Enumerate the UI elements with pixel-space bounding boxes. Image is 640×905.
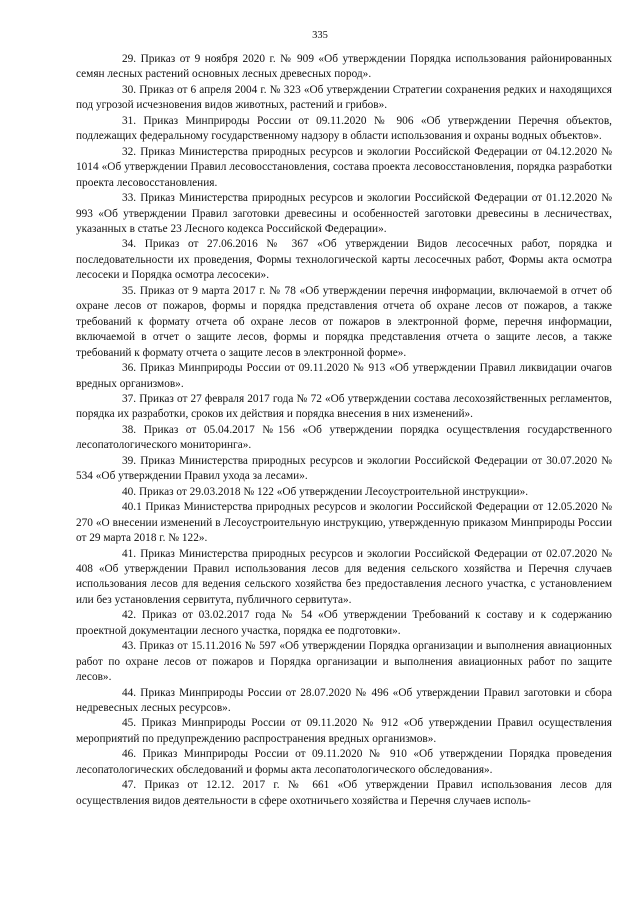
list-item: 34. Приказ от 27.06.2016 № 367 «Об утверждении Видов лесосечных работ, порядка и последовательности их проведения, Формы технологической карты лесосечных работ, Формы акта осмотра лесосеки и Порядка осмотра лесосеки». (76, 238, 612, 282)
list-item: 29. Приказ от 9 ноября 2020 г. № 909 «Об утверждении Порядка использования районированных семян лесных растений основных лесных древесных пород». (76, 53, 612, 81)
list-item: 47. Приказ от 12.12. 2017 г. № 661 «Об утверждении Правил использования лесов для осуществления видов деятельности в сфере охотничьего хозяйства и Перечня случаев исполь- (76, 779, 612, 807)
list-item: 30. Приказ от 6 апреля 2004 г. № 323 «Об утверждении Стратегии сохранения редких и находящихся под угрозой исчезновения видов животных, растений и грибов». (76, 83, 612, 112)
list-item: 45. Приказ Минприроды России от 09.11.2020 № 912 «Об утверждении Правил осуществления мероприятий по предупреждению распространения вредных организмов». (76, 717, 612, 745)
list-item: 39. Приказ Министерства природных ресурсов и экологии Российской Федерации от 30.07.2020 № 534 «Об утверждении Правил ухода за лесами». (76, 454, 612, 483)
document-body (76, 52, 612, 809)
list-item: 38. Приказ от 05.04.2017 №156 «Об утверждении порядка осуществления государственного лесопатологического мониторинга». (76, 423, 612, 452)
list-item: 44. Приказ Минприроды России от 28.07.2020 № 496 «Об утверждении Правил заготовки и сбора недревесных лесных ресурсов». (76, 686, 612, 715)
list-item: 35. Приказ от 9 марта 2017 г. № 78 «Об утверждении перечня информации, включаемой в отчет об охране лесов от пожаров, формы и порядка представления отчета об охране лесов от пожаров, а также требований к формату отчета об охране лесов от пожаров в электронной форме, перечня информации, включаемой в отчет о защите лесов, формы и порядка представления отчета о защите лесов, а также требований к формату отчета о защите лесов в электронной форме». (76, 284, 612, 359)
list-item: 36. Приказ Минприроды России от 09.11.2020 № 913 «Об утверждении Правил ликвидации очагов вредных организмов». (76, 362, 612, 390)
list-item: 32. Приказ Министерства природных ресурсов и экологии Российской Федерации от 04.12.2020 № 1014 «Об утверждении Правил лесовосстановления, состава проекта лесовосстановления, порядка разработки проекта лесовосстановления. (76, 145, 612, 189)
list-item: 37. Приказ от 27 февраля 2017 года № 72 «Об утверждении состава лесохозяйственных регламентов, порядка их разработки, сроков их действия и порядка внесения в них изменений». (76, 392, 612, 421)
list-item: 31. Приказ Минприроды России от 09.11.2020 № 906 «Об утверждении Перечня объектов, подлежащих федеральному государственному надзору в области использования и охраны водных объектов». (76, 114, 612, 143)
list-item: 41. Приказ Министерства природных ресурсов и экологии Российской Федерации от 02.07.2020 № 408 «Об утверждении Правил использования лесов для ведения сельского хозяйства и Перечня случаев использования лесов для ведения сельского хозяйства без предоставления лесного участка, с установлением или без установления сервитута, публичного сервитута». (76, 547, 612, 606)
list-item: 40.1 Приказ Министерства природных ресурсов и экологии Российской Федерации от 12.05.2020 № 270 «О внесении изменений в Лесоустроительную инструкцию, утвержденную приказом Минприроды России от 29 марта 2018 г. № 122». (76, 501, 612, 545)
list-item: 43. Приказ от 15.11.2016 № 597 «Об утверждении Порядка организации и выполнения авиационных работ по охране лесов от пожаров и Порядка организации и выполнения авиационных работ по защите лесов». (76, 640, 612, 684)
page-number: 335 (312, 30, 328, 41)
list-item: 33. Приказ Министерства природных ресурсов и экологии Российской Федерации от 01.12.2020 № 993 «Об утверждении Правил заготовки древесины и особенностей заготовки древесины в лесничествах, указанных в статье 23 Лесного кодекса Российской Федерации». (76, 192, 612, 235)
list-item: 46. Приказ Минприроды России от 09.11.2020 № 910 «Об утверждении Порядка проведения лесопатологических обследований и формы акта лесопатологического обследования». (76, 748, 612, 776)
list-item: 42. Приказ от 03.02.2017 года № 54 «Об утверждении Требований к составу и к содержанию проектной документации лесного участка, порядка ее подготовки». (76, 609, 612, 637)
list-item: 40. Приказ от 29.03.2018 № 122 «Об утверждении Лесоустроительной инструкции». (122, 485, 529, 498)
